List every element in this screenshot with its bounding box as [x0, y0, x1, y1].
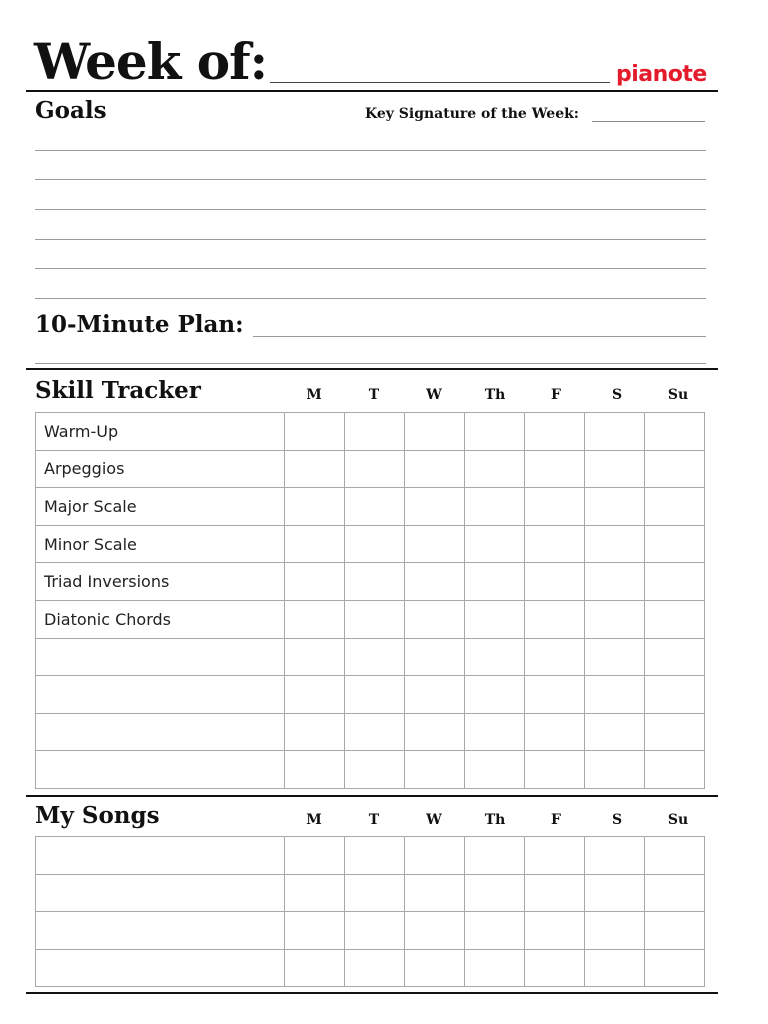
day-checkbox-cell[interactable]	[585, 525, 645, 563]
day-checkbox-cell[interactable]	[285, 751, 345, 789]
day-checkbox-cell[interactable]	[525, 563, 585, 601]
day-checkbox-cell[interactable]	[405, 949, 465, 987]
day-checkbox-cell[interactable]	[645, 638, 705, 676]
day-checkbox-cell[interactable]	[525, 949, 585, 987]
day-checkbox-cell[interactable]	[525, 837, 585, 875]
row-label-cell[interactable]: Arpeggios	[36, 450, 285, 488]
day-checkbox-cell[interactable]	[405, 912, 465, 950]
section-divider	[26, 368, 718, 370]
table-row	[36, 450, 705, 488]
day-checkbox-cell[interactable]	[405, 450, 465, 488]
day-checkbox-cell[interactable]	[585, 713, 645, 751]
day-checkbox-cell[interactable]	[525, 874, 585, 912]
day-checkbox-cell[interactable]	[465, 676, 525, 714]
day-checkbox-cell[interactable]	[405, 525, 465, 563]
row-label-cell[interactable]: Diatonic Chords	[36, 600, 285, 638]
day-checkbox-cell[interactable]	[465, 413, 525, 451]
table-row	[36, 638, 705, 676]
day-checkbox-cell[interactable]	[285, 874, 345, 912]
day-header-t: T	[368, 387, 380, 403]
table-row	[36, 837, 705, 875]
day-checkbox-cell[interactable]	[585, 638, 645, 676]
skill-tracker-title: Skill Tracker	[35, 377, 201, 404]
day-checkbox-cell[interactable]	[285, 912, 345, 950]
day-checkbox-cell[interactable]	[345, 676, 405, 714]
day-header-f: F	[551, 387, 561, 403]
week-of-line[interactable]	[270, 82, 610, 83]
day-checkbox-cell[interactable]	[525, 450, 585, 488]
day-checkbox-cell[interactable]	[405, 713, 465, 751]
goal-line[interactable]	[35, 150, 706, 151]
day-checkbox-cell[interactable]	[645, 600, 705, 638]
day-checkbox-cell[interactable]	[465, 713, 525, 751]
day-checkbox-cell[interactable]	[285, 949, 345, 987]
table-row	[36, 713, 705, 751]
row-label-cell[interactable]	[36, 874, 285, 912]
day-checkbox-cell[interactable]	[345, 563, 405, 601]
day-header-su: Su	[667, 812, 689, 828]
day-checkbox-cell[interactable]	[405, 413, 465, 451]
day-checkbox-cell[interactable]	[285, 713, 345, 751]
day-checkbox-cell[interactable]	[345, 837, 405, 875]
day-checkbox-cell[interactable]	[285, 525, 345, 563]
table-row	[36, 600, 705, 638]
day-header-m: M	[306, 812, 322, 828]
row-label-cell[interactable]	[36, 713, 285, 751]
day-checkbox-cell[interactable]	[645, 837, 705, 875]
row-label-cell[interactable]	[36, 676, 285, 714]
day-checkbox-cell[interactable]	[525, 488, 585, 526]
my-songs-table	[35, 836, 705, 987]
day-checkbox-cell[interactable]	[525, 676, 585, 714]
day-header-s: S	[611, 387, 623, 403]
day-checkbox-cell[interactable]	[345, 949, 405, 987]
day-checkbox-cell[interactable]	[285, 488, 345, 526]
day-checkbox-cell[interactable]	[345, 912, 405, 950]
day-checkbox-cell[interactable]	[585, 563, 645, 601]
table-row	[36, 949, 705, 987]
section-divider	[26, 795, 718, 797]
table-row	[36, 751, 705, 789]
day-header-f: F	[551, 812, 561, 828]
day-checkbox-cell[interactable]	[405, 837, 465, 875]
day-checkbox-cell[interactable]	[525, 525, 585, 563]
day-checkbox-cell[interactable]	[465, 912, 525, 950]
row-label-cell[interactable]	[36, 751, 285, 789]
goal-line[interactable]	[35, 209, 706, 210]
day-checkbox-cell[interactable]	[645, 488, 705, 526]
day-checkbox-cell[interactable]	[645, 563, 705, 601]
plan-line-2[interactable]	[35, 363, 706, 364]
row-label-cell[interactable]	[36, 837, 285, 875]
table-row	[36, 413, 705, 451]
day-checkbox-cell[interactable]	[585, 837, 645, 875]
table-row	[36, 912, 705, 950]
header-divider	[26, 90, 718, 92]
day-checkbox-cell[interactable]	[525, 713, 585, 751]
day-checkbox-cell[interactable]	[645, 413, 705, 451]
day-checkbox-cell[interactable]	[585, 413, 645, 451]
day-checkbox-cell[interactable]	[645, 874, 705, 912]
my-songs-title: My Songs	[35, 802, 160, 829]
row-label-cell[interactable]	[36, 949, 285, 987]
day-checkbox-cell[interactable]	[645, 912, 705, 950]
day-checkbox-cell[interactable]	[525, 751, 585, 789]
day-checkbox-cell[interactable]	[585, 600, 645, 638]
day-checkbox-cell[interactable]	[285, 600, 345, 638]
day-checkbox-cell[interactable]	[405, 600, 465, 638]
table-row	[36, 488, 705, 526]
day-checkbox-cell[interactable]	[405, 638, 465, 676]
table-row	[36, 563, 705, 601]
key-signature-label: Key Signature of the Week:	[365, 106, 579, 122]
day-checkbox-cell[interactable]	[465, 751, 525, 789]
goals-label: Goals	[35, 97, 107, 124]
row-label-cell[interactable]	[36, 638, 285, 676]
day-checkbox-cell[interactable]	[585, 912, 645, 950]
day-header-w: W	[426, 387, 442, 403]
day-checkbox-cell[interactable]	[285, 450, 345, 488]
row-label-cell[interactable]: Major Scale	[36, 488, 285, 526]
goal-line[interactable]	[35, 239, 706, 240]
day-checkbox-cell[interactable]	[645, 751, 705, 789]
day-checkbox-cell[interactable]	[645, 450, 705, 488]
day-header-th: Th	[484, 812, 506, 828]
day-checkbox-cell[interactable]	[285, 413, 345, 451]
day-checkbox-cell[interactable]	[465, 600, 525, 638]
day-checkbox-cell[interactable]	[285, 837, 345, 875]
plan-line[interactable]	[253, 336, 706, 337]
day-checkbox-cell[interactable]	[465, 638, 525, 676]
day-checkbox-cell[interactable]	[345, 713, 405, 751]
table-row	[36, 525, 705, 563]
day-checkbox-cell[interactable]	[345, 413, 405, 451]
key-signature-line[interactable]	[592, 121, 705, 122]
day-checkbox-cell[interactable]	[525, 413, 585, 451]
day-header-m: M	[306, 387, 322, 403]
table-row	[36, 874, 705, 912]
day-checkbox-cell[interactable]	[285, 638, 345, 676]
day-checkbox-cell[interactable]	[525, 912, 585, 950]
day-checkbox-cell[interactable]	[585, 751, 645, 789]
day-checkbox-cell[interactable]	[345, 600, 405, 638]
goal-line[interactable]	[35, 268, 706, 269]
day-checkbox-cell[interactable]	[645, 713, 705, 751]
day-checkbox-cell[interactable]	[525, 638, 585, 676]
day-checkbox-cell[interactable]	[345, 874, 405, 912]
day-checkbox-cell[interactable]	[285, 563, 345, 601]
page-title: Week of:	[34, 32, 268, 91]
day-checkbox-cell[interactable]	[585, 676, 645, 714]
row-label-cell[interactable]: Minor Scale	[36, 525, 285, 563]
day-checkbox-cell[interactable]	[585, 450, 645, 488]
day-checkbox-cell[interactable]	[585, 488, 645, 526]
day-header-s: S	[611, 812, 623, 828]
brand-logo: pianote	[616, 62, 707, 87]
day-checkbox-cell[interactable]	[465, 837, 525, 875]
day-checkbox-cell[interactable]	[345, 525, 405, 563]
day-checkbox-cell[interactable]	[465, 874, 525, 912]
day-checkbox-cell[interactable]	[345, 638, 405, 676]
plan-label: 10-Minute Plan:	[35, 311, 244, 338]
row-label-cell[interactable]: Triad Inversions	[36, 563, 285, 601]
goal-line[interactable]	[35, 298, 706, 299]
row-label-cell[interactable]: Warm-Up	[36, 413, 285, 451]
day-checkbox-cell[interactable]	[585, 949, 645, 987]
day-checkbox-cell[interactable]	[585, 874, 645, 912]
day-header-su: Su	[667, 387, 689, 403]
day-checkbox-cell[interactable]	[465, 450, 525, 488]
footer-divider	[26, 992, 718, 994]
day-checkbox-cell[interactable]	[465, 488, 525, 526]
day-checkbox-cell[interactable]	[405, 874, 465, 912]
goal-line[interactable]	[35, 179, 706, 180]
day-header-th: Th	[484, 387, 506, 403]
day-checkbox-cell[interactable]	[525, 600, 585, 638]
day-checkbox-cell[interactable]	[645, 676, 705, 714]
day-header-t: T	[368, 812, 380, 828]
day-checkbox-cell[interactable]	[405, 488, 465, 526]
day-checkbox-cell[interactable]	[465, 525, 525, 563]
day-checkbox-cell[interactable]	[345, 488, 405, 526]
day-checkbox-cell[interactable]	[285, 676, 345, 714]
day-checkbox-cell[interactable]	[405, 676, 465, 714]
day-checkbox-cell[interactable]	[465, 563, 525, 601]
day-checkbox-cell[interactable]	[405, 563, 465, 601]
day-checkbox-cell[interactable]	[345, 450, 405, 488]
table-row	[36, 676, 705, 714]
day-header-w: W	[426, 812, 442, 828]
day-checkbox-cell[interactable]	[645, 525, 705, 563]
row-label-cell[interactable]	[36, 912, 285, 950]
day-checkbox-cell[interactable]	[645, 949, 705, 987]
day-checkbox-cell[interactable]	[345, 751, 405, 789]
day-checkbox-cell[interactable]	[465, 949, 525, 987]
skill-tracker-table	[35, 412, 705, 789]
day-checkbox-cell[interactable]	[405, 751, 465, 789]
